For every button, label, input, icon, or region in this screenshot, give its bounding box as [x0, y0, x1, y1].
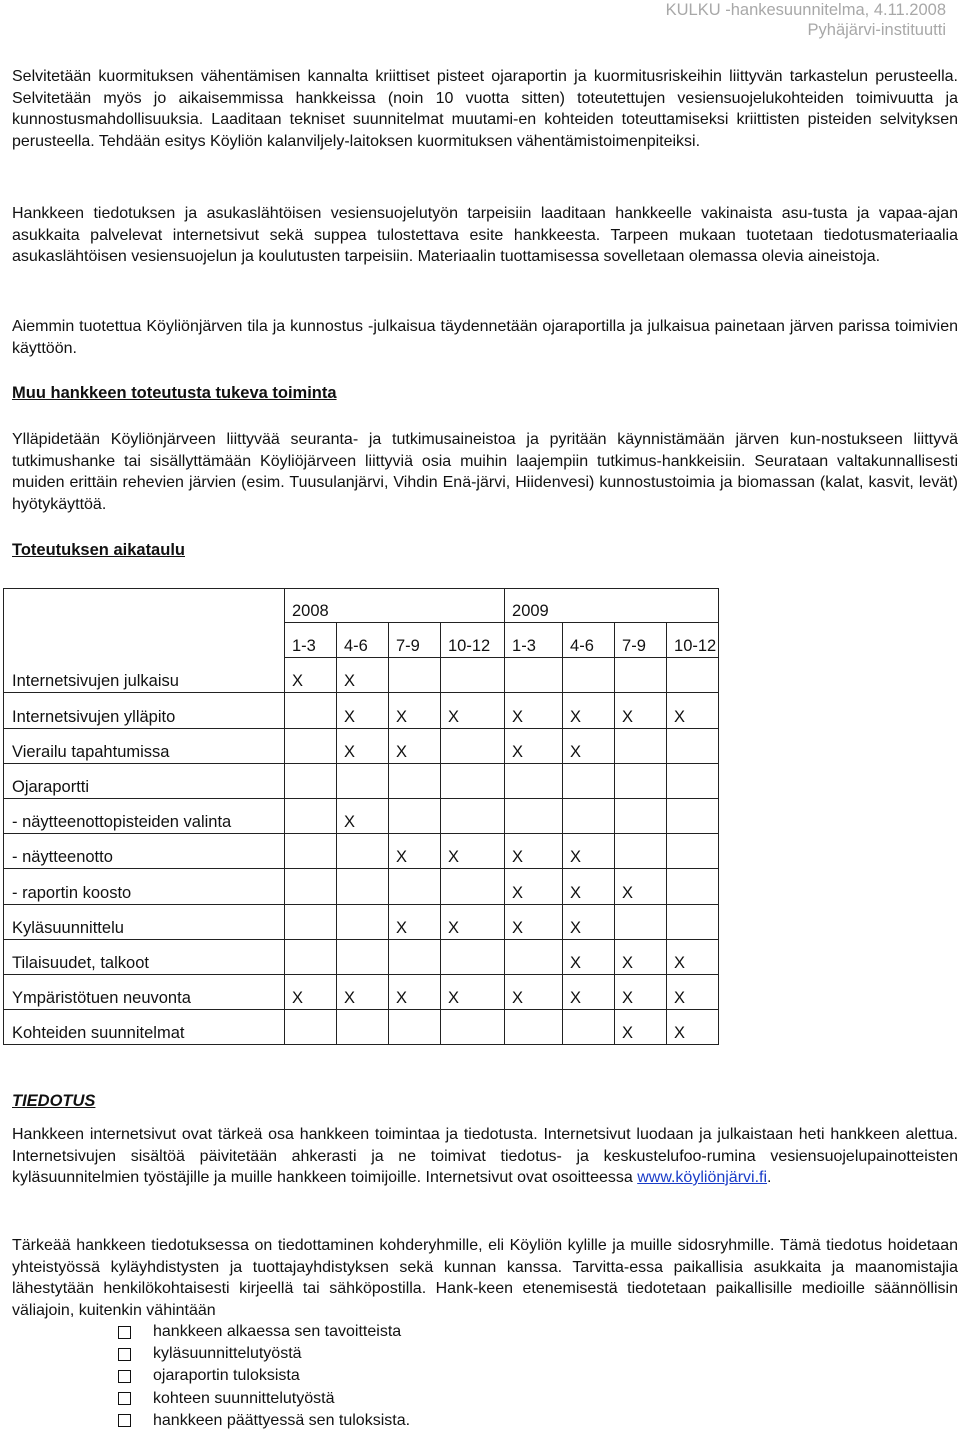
- schedule-row: [4, 869, 719, 904]
- schedule-quarter-header: 1-3: [505, 623, 563, 658]
- schedule-row: [4, 939, 719, 974]
- paragraph-communication: Hankkeen tiedotuksen ja asukaslähtöisen vesiensuojelutyön tarpeisiin laaditaan hankkeelle vakinaista asu-tusta ja vapaa-ajan asukkaita palvelevat internetsivut sekä suppea tulostettava esite hankkeesta. Tarpeen mukaan tuotetaan tiedotusmateriaalia asukaslähtöisen vesiensuojelun ja koulutusten tarpeisiin. Materiaalin tuottamisessa sovelletaan olemassa olevia aineistoja.: [12, 205, 958, 265]
- schedule-year-header: 2009: [505, 589, 719, 623]
- schedule-cell: X: [667, 1010, 719, 1045]
- schedule-cell: [389, 798, 441, 833]
- schedule-cell: [441, 658, 505, 693]
- schedule-row: [4, 834, 719, 869]
- schedule-row-label: Internetsivujen julkaisu: [4, 658, 285, 693]
- schedule-quarter-header: 10-12: [441, 623, 505, 658]
- schedule-cell: X: [389, 728, 441, 763]
- list-item-text: kohteen suunnittelutyöstä: [153, 1389, 335, 1407]
- schedule-quarter-header: 4-6: [563, 623, 615, 658]
- list-item-text: hankkeen alkaessa sen tavoitteista: [153, 1323, 402, 1341]
- schedule-row: [4, 693, 719, 728]
- schedule-cell: [667, 869, 719, 904]
- schedule-cell: [389, 1010, 441, 1045]
- schedule-quarter-header: 1-3: [285, 623, 337, 658]
- schedule-table: [3, 588, 719, 1045]
- schedule-cell: [337, 763, 389, 798]
- schedule-cell: X: [441, 834, 505, 869]
- schedule-cell: [441, 728, 505, 763]
- schedule-cell: [285, 869, 337, 904]
- schedule-cell: X: [615, 1010, 667, 1045]
- schedule-cell: X: [285, 974, 337, 1009]
- schedule-cell: X: [615, 693, 667, 728]
- list-item-text: hankkeen päättyessä sen tuloksista.: [153, 1411, 411, 1429]
- schedule-cell: [285, 763, 337, 798]
- schedule-row-label: Ympäristötuen neuvonta: [4, 974, 285, 1009]
- schedule-cell: [667, 798, 719, 833]
- checkbox-bullet-icon: [118, 1370, 131, 1383]
- schedule-cell: [615, 728, 667, 763]
- list-item-text: kyläsuunnittelutyöstä: [153, 1345, 302, 1363]
- schedule-corner-cell: [4, 589, 285, 658]
- paragraph-target-groups: Tärkeää hankkeen tiedotuksessa on tiedottaminen kohderyhmille, eli Köyliön kylille ja muille sidosryhmille. Tämä tiedotus hoidetaan yhteistyössä kyläyhdistysten ja tuottajayhdistyksen sekä kunnan kanssa. Tarvitta-essa paikallisia asukkaita ja maanomistajia lähestytään henkilökohtaisesti kirjeellä tai sähköpostilla. Hank-keen etenemisestä tiedotetaan paikallisille medioille säännöllisin väliajoin, kuitenkin vähintään: [12, 1237, 958, 1319]
- bullet-list: [118, 1321, 410, 1432]
- schedule-cell: [667, 763, 719, 798]
- schedule-cell: [667, 728, 719, 763]
- schedule-cell: [667, 658, 719, 693]
- schedule-quarter-header: 7-9: [615, 623, 667, 658]
- paragraph-critical-points: Selvitetään kuormituksen vähentämisen kannalta kriittiset pisteet ojaraportin ja kuormitusriskeihin liittyvän tarkastelun perusteella. Selvitetään myös jo aikaisemmissa hankkeissa (noin 10 vuotta sitten) toteutettujen vesiensuojelukohteiden toimivuutta ja kunnostusmahdollisuuksia. Laaditaan tekniset suunnitelmat muutami-en kohteiden toteuttamiseksi kriittisten pisteiden selvityksen perusteella. Tehdään esitys Köyliön kalanviljely-laitoksen kuormituksen vähentämistoimenpiteiksi.: [12, 68, 958, 150]
- paragraph-internet-end: .: [767, 1169, 772, 1186]
- schedule-cell: X: [505, 904, 563, 939]
- schedule-cell: X: [563, 974, 615, 1009]
- schedule-cell: [615, 658, 667, 693]
- schedule-cell: [615, 798, 667, 833]
- schedule-row-label: Internetsivujen ylläpito: [4, 693, 285, 728]
- schedule-cell: X: [563, 869, 615, 904]
- schedule-cell: X: [389, 974, 441, 1009]
- schedule-cell: X: [563, 693, 615, 728]
- schedule-cell: X: [563, 728, 615, 763]
- schedule-cell: X: [615, 939, 667, 974]
- schedule-quarter-header: 7-9: [389, 623, 441, 658]
- schedule-cell: [505, 658, 563, 693]
- paragraph-research: Ylläpidetään Köyliönjärveen liittyvää seuranta- ja tutkimusaineistoa ja pyritään käynnistämään järven kun-nostukseen liittyvä tutkimushanke tai sisällyttämään Köyliöjärveen liittyviä osia muihin laajempiin tutkimus-hankkeisiin. Seurataan valtakunnallisesti muiden erittäin rehevien järvien (esim. Tuusulanjärvi, Vihdin Enä-järvi, Hiidenvesi) kunnostustoimia ja biomassan (kalat, kasvit, levät) hyötykäyttöä.: [12, 431, 958, 513]
- schedule-cell: [441, 869, 505, 904]
- schedule-cell: X: [337, 728, 389, 763]
- schedule-cell: X: [667, 693, 719, 728]
- schedule-cell: [615, 904, 667, 939]
- schedule-cell: [441, 939, 505, 974]
- schedule-cell: X: [615, 869, 667, 904]
- schedule-cell: X: [505, 974, 563, 1009]
- schedule-row: [4, 974, 719, 1009]
- document-header: [666, 0, 946, 40]
- schedule-cell: [337, 939, 389, 974]
- schedule-cell: [615, 834, 667, 869]
- schedule-cell: X: [389, 904, 441, 939]
- schedule-cell: X: [563, 939, 615, 974]
- schedule-cell: [389, 869, 441, 904]
- schedule-cell: [563, 798, 615, 833]
- schedule-cell: X: [667, 939, 719, 974]
- schedule-quarter-header: 10-12: [667, 623, 719, 658]
- schedule-cell: X: [337, 798, 389, 833]
- schedule-row-label: Kohteiden suunnitelmat: [4, 1010, 285, 1045]
- schedule-cell: [441, 763, 505, 798]
- schedule-cell: X: [337, 693, 389, 728]
- schedule-cell: [389, 939, 441, 974]
- schedule-cell: [563, 763, 615, 798]
- schedule-cell: [441, 1010, 505, 1045]
- schedule-cell: X: [615, 974, 667, 1009]
- paragraph-internet-text: Hankkeen internetsivut ovat tärkeä osa hankkeen toimintaa ja tiedotusta. Internetsivut luodaan ja julkaistaan heti hankkeen alettua. Internetsivujen sisältöä päivitetään ahkerasti ja ne toimivat tiedotus- ja keskustelufoo-rumina vesiensuojelupainotteisten kyläsuunnitelmien työstäjille ja muille hankkeen toimijoille. Internetsivut ovat osoitteessa: [12, 1126, 958, 1186]
- schedule-cell: X: [563, 904, 615, 939]
- schedule-cell: [667, 834, 719, 869]
- schedule-cell: [505, 1010, 563, 1045]
- schedule-cell: X: [667, 974, 719, 1009]
- paragraph-publication: Aiemmin tuotettua Köyliönjärven tila ja kunnostus -julkaisua täydennetään ojaraportilla ja julkaisua painetaan järven parissa toimivien käyttöön.: [12, 318, 958, 357]
- checkbox-bullet-icon: [118, 1326, 131, 1339]
- schedule-cell: [563, 658, 615, 693]
- schedule-cell: [615, 763, 667, 798]
- list-item: [118, 1365, 410, 1387]
- schedule-cell: [285, 693, 337, 728]
- checkbox-bullet-icon: [118, 1392, 131, 1405]
- checkbox-bullet-icon: [118, 1414, 131, 1427]
- schedule-quarter-header: 4-6: [337, 623, 389, 658]
- list-item-text: ojaraportin tuloksista: [153, 1367, 300, 1385]
- schedule-cell: X: [285, 658, 337, 693]
- list-item: [118, 1410, 410, 1432]
- header-organization: Pyhäjärvi-instituutti: [807, 21, 946, 39]
- schedule-cell: X: [337, 974, 389, 1009]
- schedule-cell: [505, 939, 563, 974]
- schedule-cell: [667, 904, 719, 939]
- schedule-cell: [505, 798, 563, 833]
- schedule-row-label: - näytteenottopisteiden valinta: [4, 798, 285, 833]
- list-item: [118, 1388, 410, 1410]
- heading-supporting-activities: Muu hankkeen toteutusta tukeva toiminta: [12, 384, 337, 402]
- header-title: KULKU -hankesuunnitelma, 4.11.2008: [665, 1, 946, 19]
- schedule-row-label: Vierailu tapahtumissa: [4, 728, 285, 763]
- schedule-row: [4, 763, 719, 798]
- schedule-cell: X: [441, 974, 505, 1009]
- schedule-cell: X: [505, 869, 563, 904]
- heading-schedule: Toteutuksen aikataulu: [12, 541, 185, 559]
- website-link[interactable]: www.köyliönjärvi.fi: [637, 1169, 768, 1186]
- schedule-row: [4, 1010, 719, 1045]
- schedule-row: [4, 904, 719, 939]
- schedule-cell: [505, 763, 563, 798]
- schedule-cell: [337, 1010, 389, 1045]
- schedule-cell: [337, 834, 389, 869]
- schedule-cell: X: [505, 834, 563, 869]
- schedule-cell: [563, 1010, 615, 1045]
- schedule-row: [4, 728, 719, 763]
- schedule-cell: [441, 798, 505, 833]
- paragraph-internet: [12, 1124, 958, 1189]
- schedule-cell: X: [505, 693, 563, 728]
- schedule-cell: [337, 869, 389, 904]
- schedule-cell: X: [441, 693, 505, 728]
- schedule-cell: [285, 939, 337, 974]
- schedule-cell: [285, 1010, 337, 1045]
- schedule-row-label: Kyläsuunnittelu: [4, 904, 285, 939]
- schedule-cell: [285, 728, 337, 763]
- schedule-row-label: Ojaraportti: [4, 763, 285, 798]
- list-item: [118, 1343, 410, 1365]
- schedule-year-header: 2008: [285, 589, 505, 623]
- schedule-cell: X: [337, 658, 389, 693]
- schedule-cell: [389, 658, 441, 693]
- schedule-row: [4, 658, 719, 693]
- schedule-year-row: [4, 589, 719, 623]
- schedule-row: [4, 798, 719, 833]
- schedule-cell: X: [441, 904, 505, 939]
- schedule-cell: [337, 904, 389, 939]
- schedule-cell: [285, 834, 337, 869]
- checkbox-bullet-icon: [118, 1348, 131, 1361]
- list-item: [118, 1321, 410, 1343]
- schedule-cell: X: [389, 693, 441, 728]
- schedule-cell: [285, 798, 337, 833]
- schedule-cell: X: [563, 834, 615, 869]
- schedule-cell: X: [389, 834, 441, 869]
- schedule-row-label: - näytteenotto: [4, 834, 285, 869]
- schedule-cell: X: [505, 728, 563, 763]
- schedule-cell: [285, 904, 337, 939]
- heading-tiedotus: TIEDOTUS: [12, 1092, 96, 1110]
- schedule-row-label: - raportin koosto: [4, 869, 285, 904]
- schedule-cell: [389, 763, 441, 798]
- schedule-row-label: Tilaisuudet, talkoot: [4, 939, 285, 974]
